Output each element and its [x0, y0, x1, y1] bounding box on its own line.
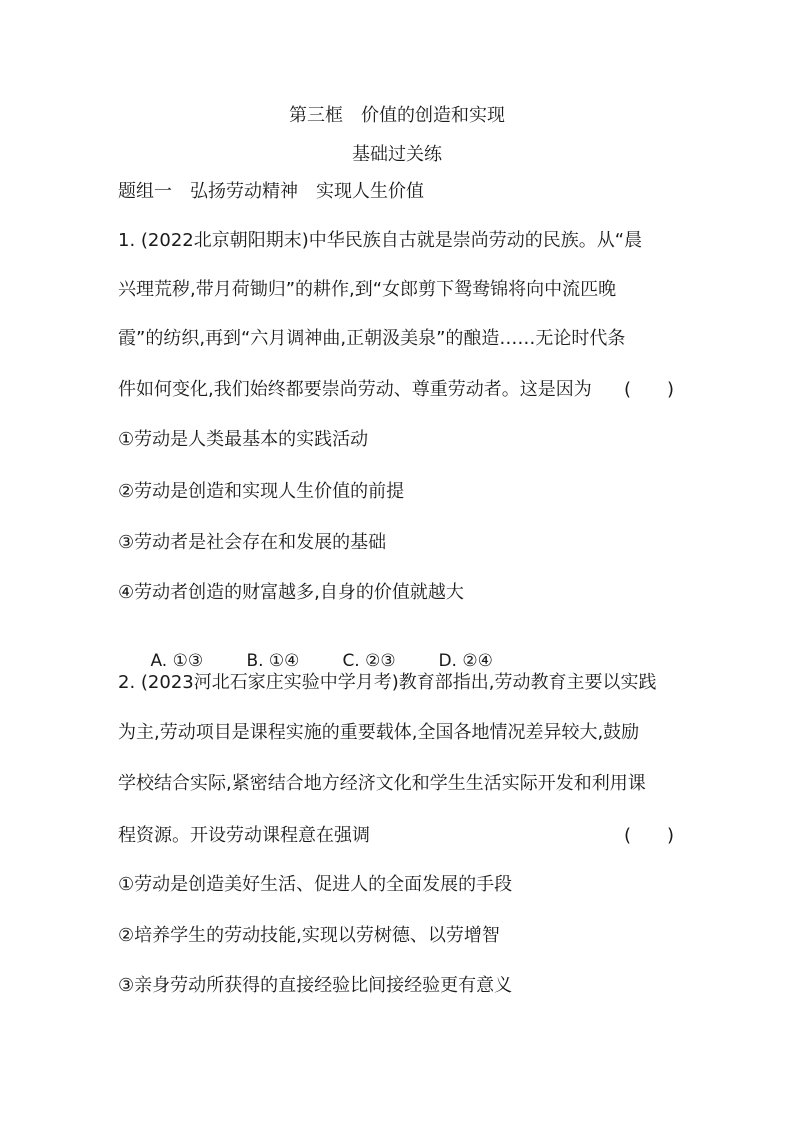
q2-line-3: 学校结合实际,紧密结合地方经济文化和学生生活实际开发和利用课: [118, 773, 646, 794]
q1-answer-blank[interactable]: [624, 378, 674, 402]
q1-statement-4: ④劳动者创造的财富越多,自身的价值就越大: [118, 582, 464, 603]
q1-line-1: 1. (2022北京朝阳期末)中华民族自古就是崇尚劳动的民族。从“晨: [118, 230, 643, 251]
q1-statement-2: ②劳动是创造和实现人生价值的前提: [118, 481, 405, 502]
q1-statement-3: ③劳动者是社会存在和发展的基础: [118, 532, 387, 553]
q1-paren-open: (: [624, 379, 632, 400]
q1-line-4: 件如何变化,我们始终都要崇尚劳动、尊重劳动者。这是因为: [118, 379, 592, 400]
q2-statement-1: ①劳动是创造美好生活、促进人的全面发展的手段: [118, 874, 513, 895]
q1-line-2: 兴理荒秽,带月荷锄归”的耕作,到“女郎剪下鸳鸯锦将向中流匹晚: [118, 279, 617, 300]
q1-option-c[interactable]: C. ②③: [342, 651, 396, 671]
q1-line-3: 霞”的纺织,再到“六月调神曲,正朝汲美泉”的酿造……无论时代条: [118, 328, 626, 349]
q2-statement-2: ②培养学生的劳动技能,实现以劳树德、以劳增智: [118, 925, 500, 946]
q1-paren-close: ): [666, 379, 674, 400]
q1-option-d[interactable]: D. ②④: [438, 651, 493, 671]
q2-line-4: 程资源。开设劳动课程意在强调: [118, 825, 370, 846]
q2-paren-close: ): [666, 825, 674, 846]
q2-line-1: 2. (2023河北石家庄实验中学月考)教育部指出,劳动教育主要以实践: [118, 672, 657, 693]
question-group-label: 题组一 弘扬劳动精神 实现人生价值: [118, 181, 424, 202]
q2-answer-blank[interactable]: [624, 824, 674, 848]
q2-line-2: 为主,劳动项目是课程实施的重要载体,全国各地情况差异较大,鼓励: [118, 722, 640, 743]
exercise-subtitle: 基础过关练: [352, 144, 442, 165]
q1-option-b[interactable]: B. ①④: [246, 651, 300, 671]
q1-option-a[interactable]: A. ①③: [150, 651, 204, 671]
section-title: 第三框 价值的创造和实现: [289, 105, 505, 126]
q1-statement-1: ①劳动是人类最基本的实践活动: [118, 429, 369, 450]
q2-statement-3: ③亲身劳动所获得的直接经验比间接经验更有意义: [118, 975, 513, 996]
q2-paren-open: (: [624, 825, 632, 846]
